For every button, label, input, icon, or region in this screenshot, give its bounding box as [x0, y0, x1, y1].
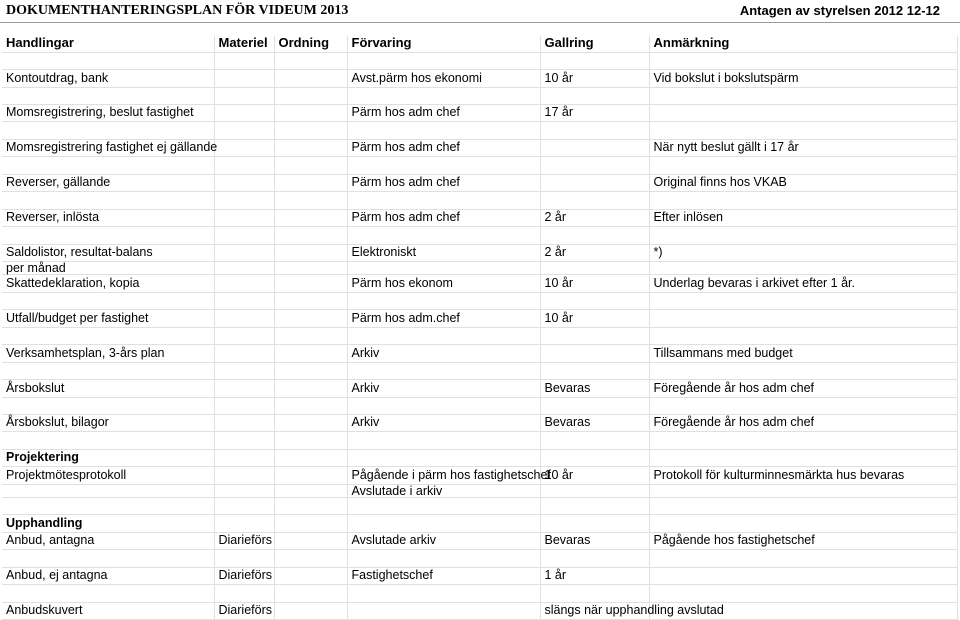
table-cell — [274, 327, 347, 344]
table-cell: Diarieförs — [214, 567, 274, 584]
table-cell — [347, 262, 540, 275]
table-cell — [347, 52, 540, 69]
table-cell — [274, 467, 347, 484]
table-cell — [214, 345, 274, 362]
table-cell — [347, 87, 540, 104]
table-cell — [649, 585, 957, 602]
table-cell — [649, 87, 957, 104]
table-cell: Bevaras — [540, 532, 649, 549]
table-cell — [347, 227, 540, 244]
table-cell: 17 år — [540, 105, 649, 122]
table-cell: Anbudskuvert — [2, 602, 214, 619]
table-cell: Skattedeklaration, kopia — [2, 275, 214, 292]
table-cell — [214, 550, 274, 567]
table-cell — [347, 292, 540, 309]
table-cell — [214, 449, 274, 466]
table-row — [2, 497, 957, 514]
table-cell: per månad — [2, 262, 214, 275]
approval-note: Antagen av styrelsen 2012 12-12 — [739, 3, 940, 18]
table-cell — [347, 122, 540, 139]
table-cell — [540, 87, 649, 104]
table-cell — [214, 467, 274, 484]
table-cell — [274, 362, 347, 379]
table-cell: Årsbokslut, bilagor — [2, 414, 214, 431]
table-row — [2, 602, 957, 619]
table-cell — [649, 550, 957, 567]
table-cell — [274, 484, 347, 497]
table-cell: Vid bokslut i bokslutspärm — [649, 70, 957, 87]
table-cell: 10 år — [540, 70, 649, 87]
table-cell: *) — [649, 244, 957, 261]
table-cell — [214, 362, 274, 379]
table-row — [2, 227, 957, 244]
table-cell — [274, 275, 347, 292]
table-cell — [274, 414, 347, 431]
table-row — [2, 122, 957, 139]
table-cell — [214, 157, 274, 174]
table-cell — [214, 310, 274, 327]
table-cell: Diarieförs — [214, 602, 274, 619]
table-cell — [2, 192, 214, 209]
table-row — [2, 467, 957, 484]
table-cell: 2 år — [540, 244, 649, 261]
table-cell — [214, 262, 274, 275]
table-cell — [347, 515, 540, 532]
table-cell — [2, 157, 214, 174]
table-row — [2, 105, 957, 122]
table-cell — [2, 550, 214, 567]
table-cell — [214, 52, 274, 69]
table-cell — [540, 362, 649, 379]
table-cell — [2, 497, 214, 514]
table-cell: Arkiv — [347, 414, 540, 431]
table-cell — [214, 432, 274, 449]
table-cell — [347, 192, 540, 209]
table-cell — [274, 397, 347, 414]
table-row — [2, 380, 957, 397]
table-cell — [274, 244, 347, 261]
table-cell — [2, 585, 214, 602]
column-header-forvaring: Förvaring — [347, 36, 540, 52]
table-cell — [214, 87, 274, 104]
table-cell: Kontoutdrag, bank — [2, 70, 214, 87]
table-cell — [274, 139, 347, 156]
table-cell: Pågående hos fastighetschef — [649, 532, 957, 549]
table-cell — [540, 192, 649, 209]
table-row — [2, 397, 957, 414]
table-cell: Momsregistrering fastighet ej gällande — [2, 139, 214, 156]
table-cell: Anbud, antagna — [2, 532, 214, 549]
table-cell — [649, 432, 957, 449]
table-cell — [540, 497, 649, 514]
table-cell — [214, 192, 274, 209]
table-cell — [347, 157, 540, 174]
table-cell: Saldolistor, resultat-balans — [2, 244, 214, 261]
table-row — [2, 362, 957, 379]
table-cell — [540, 292, 649, 309]
table-cell — [649, 449, 957, 466]
section-header-row — [2, 449, 957, 466]
table-cell — [214, 122, 274, 139]
table-cell — [347, 497, 540, 514]
table-cell — [2, 432, 214, 449]
table-cell — [2, 327, 214, 344]
table-cell — [214, 515, 274, 532]
table-cell — [214, 497, 274, 514]
column-header-gallring: Gallring — [540, 36, 649, 52]
table-cell: 10 år — [540, 275, 649, 292]
table-cell — [274, 432, 347, 449]
table-cell: Upphandling — [2, 515, 214, 532]
table-cell — [540, 484, 649, 497]
table-cell: Bevaras — [540, 380, 649, 397]
table-cell — [540, 52, 649, 69]
table-row — [2, 484, 957, 497]
table-cell — [649, 262, 957, 275]
table-cell — [347, 449, 540, 466]
table-cell — [214, 380, 274, 397]
table-row — [2, 532, 957, 549]
table-cell: 1 år — [540, 567, 649, 584]
table-cell — [347, 362, 540, 379]
table-cell — [2, 122, 214, 139]
table-row — [2, 209, 957, 226]
table-row — [2, 550, 957, 567]
table-cell — [540, 139, 649, 156]
table-cell — [274, 550, 347, 567]
table-row — [2, 262, 957, 275]
table-cell — [540, 262, 649, 275]
table-cell: Föregående år hos adm chef — [649, 414, 957, 431]
table-cell — [347, 432, 540, 449]
table-cell — [214, 70, 274, 87]
table-cell — [274, 585, 347, 602]
table-cell — [274, 87, 347, 104]
table-cell — [649, 362, 957, 379]
table-cell — [274, 292, 347, 309]
table-cell — [540, 585, 649, 602]
table-cell — [214, 585, 274, 602]
table-cell — [274, 157, 347, 174]
table-cell — [2, 397, 214, 414]
table-cell — [214, 105, 274, 122]
table-row — [2, 310, 957, 327]
table-cell — [649, 122, 957, 139]
table-cell — [274, 227, 347, 244]
table-cell — [649, 327, 957, 344]
page-header — [0, 0, 960, 24]
table-row — [2, 52, 957, 69]
column-header-row — [2, 36, 957, 52]
table-cell: Fastighetschef — [347, 567, 540, 584]
table-cell — [214, 209, 274, 226]
table-cell: Avslutade arkiv — [347, 532, 540, 549]
table-cell: Protokoll för kulturminnesmärkta hus bevaras — [649, 467, 957, 484]
table-cell — [214, 292, 274, 309]
table-row — [2, 567, 957, 584]
table-row — [2, 585, 957, 602]
table-row — [2, 432, 957, 449]
table-cell: Diarieförs — [214, 532, 274, 549]
table-cell — [540, 345, 649, 362]
table-cell — [274, 567, 347, 584]
table-cell — [274, 52, 347, 69]
table-cell — [274, 380, 347, 397]
table-cell — [214, 275, 274, 292]
table-cell: Momsregistrering, beslut fastighet — [2, 105, 214, 122]
table-cell: Reverser, gällande — [2, 174, 214, 191]
table-cell — [540, 227, 649, 244]
table-cell: Elektroniskt — [347, 244, 540, 261]
table-cell: När nytt beslut gällt i 17 år — [649, 139, 957, 156]
table-cell: Arkiv — [347, 380, 540, 397]
table-cell — [649, 497, 957, 514]
table-cell — [274, 105, 347, 122]
table-row — [2, 70, 957, 87]
table-cell — [274, 209, 347, 226]
table-cell — [274, 345, 347, 362]
table-cell — [274, 70, 347, 87]
table-cell — [649, 484, 957, 497]
header-divider — [0, 22, 960, 23]
table-cell: Reverser, inlösta — [2, 209, 214, 226]
table-cell — [347, 585, 540, 602]
table-cell — [540, 157, 649, 174]
table-cell — [2, 292, 214, 309]
table-cell — [649, 52, 957, 69]
table-cell: Utfall/budget per fastighet — [2, 310, 214, 327]
table-cell: Föregående år hos adm chef — [649, 380, 957, 397]
table-row — [2, 157, 957, 174]
table-cell — [540, 174, 649, 191]
table-cell — [274, 497, 347, 514]
table-cell — [274, 515, 347, 532]
table-cell — [649, 515, 957, 532]
table-cell — [274, 602, 347, 619]
table-cell — [2, 362, 214, 379]
table-cell: Anbud, ej antagna — [2, 567, 214, 584]
table-cell — [214, 139, 274, 156]
table-row — [2, 192, 957, 209]
table-cell — [214, 227, 274, 244]
table-cell — [347, 550, 540, 567]
table-cell: Efter inlösen — [649, 209, 957, 226]
table-cell — [214, 484, 274, 497]
table-cell — [274, 174, 347, 191]
table-cell: Pärm hos adm chef — [347, 105, 540, 122]
table-cell: Bevaras — [540, 414, 649, 431]
table-cell — [274, 310, 347, 327]
table-cell: Avst.pärm hos ekonomi — [347, 70, 540, 87]
table-cell: 10 år — [540, 467, 649, 484]
table-cell — [2, 87, 214, 104]
table-cell: Pågående i pärm hos fastighetschef — [347, 467, 540, 484]
table-cell — [2, 484, 214, 497]
table-row — [2, 174, 957, 191]
table-cell — [2, 227, 214, 244]
table-row — [2, 292, 957, 309]
table-cell — [540, 397, 649, 414]
table-row — [2, 414, 957, 431]
section-header-row — [2, 515, 957, 532]
table-cell: Pärm hos adm chef — [347, 209, 540, 226]
table-cell: Original finns hos VKAB — [649, 174, 957, 191]
table-cell — [214, 244, 274, 261]
table-cell — [649, 105, 957, 122]
table-cell — [649, 310, 957, 327]
document-title: DOKUMENTHANTERINGSPLAN FÖR VIDEUM 2013 — [6, 3, 349, 18]
table-cell — [347, 397, 540, 414]
column-header-anmarkning: Anmärkning — [649, 36, 957, 52]
table-cell: Pärm hos ekonom — [347, 275, 540, 292]
table-cell — [274, 262, 347, 275]
table-cell — [649, 227, 957, 244]
table-cell — [347, 327, 540, 344]
document-plan-table — [2, 36, 958, 620]
table-cell — [540, 550, 649, 567]
table-cell — [214, 174, 274, 191]
table-cell: Arkiv — [347, 345, 540, 362]
table-row — [2, 139, 957, 156]
table-row — [2, 275, 957, 292]
table-cell — [649, 192, 957, 209]
column-header-handlingar: Handlingar — [2, 36, 214, 52]
table-row — [2, 244, 957, 261]
table-cell — [649, 157, 957, 174]
table-cell — [347, 602, 540, 619]
table-row — [2, 327, 957, 344]
table-cell: Pärm hos adm chef — [347, 139, 540, 156]
table-row — [2, 87, 957, 104]
column-header-materiel: Materiel — [214, 36, 274, 52]
table-cell — [649, 292, 957, 309]
table-cell — [540, 327, 649, 344]
table-cell: Projektering — [2, 449, 214, 466]
table-cell — [540, 449, 649, 466]
table-cell: Avslutade i arkiv — [347, 484, 540, 497]
table-cell — [649, 567, 957, 584]
table-cell — [540, 432, 649, 449]
table-cell — [214, 414, 274, 431]
table-cell: slängs när upphandling avslutad — [540, 602, 649, 619]
table-cell — [274, 192, 347, 209]
table-cell — [2, 52, 214, 69]
table-cell — [214, 327, 274, 344]
table-cell: 2 år — [540, 209, 649, 226]
table-cell: Projektmötesprotokoll — [2, 467, 214, 484]
table-cell — [649, 397, 957, 414]
table-cell — [540, 122, 649, 139]
table-cell: Årsbokslut — [2, 380, 214, 397]
table-cell — [274, 532, 347, 549]
table-cell: Pärm hos adm.chef — [347, 310, 540, 327]
column-header-ordning: Ordning — [274, 36, 347, 52]
table-cell: Tillsammans med budget — [649, 345, 957, 362]
table-cell — [274, 449, 347, 466]
table-cell — [274, 122, 347, 139]
table-cell — [214, 397, 274, 414]
table-cell: Pärm hos adm chef — [347, 174, 540, 191]
table-row — [2, 345, 957, 362]
table-cell — [540, 515, 649, 532]
table-cell: 10 år — [540, 310, 649, 327]
table-cell: Underlag bevaras i arkivet efter 1 år. — [649, 275, 957, 292]
table-cell: Verksamhetsplan, 3-års plan — [2, 345, 214, 362]
